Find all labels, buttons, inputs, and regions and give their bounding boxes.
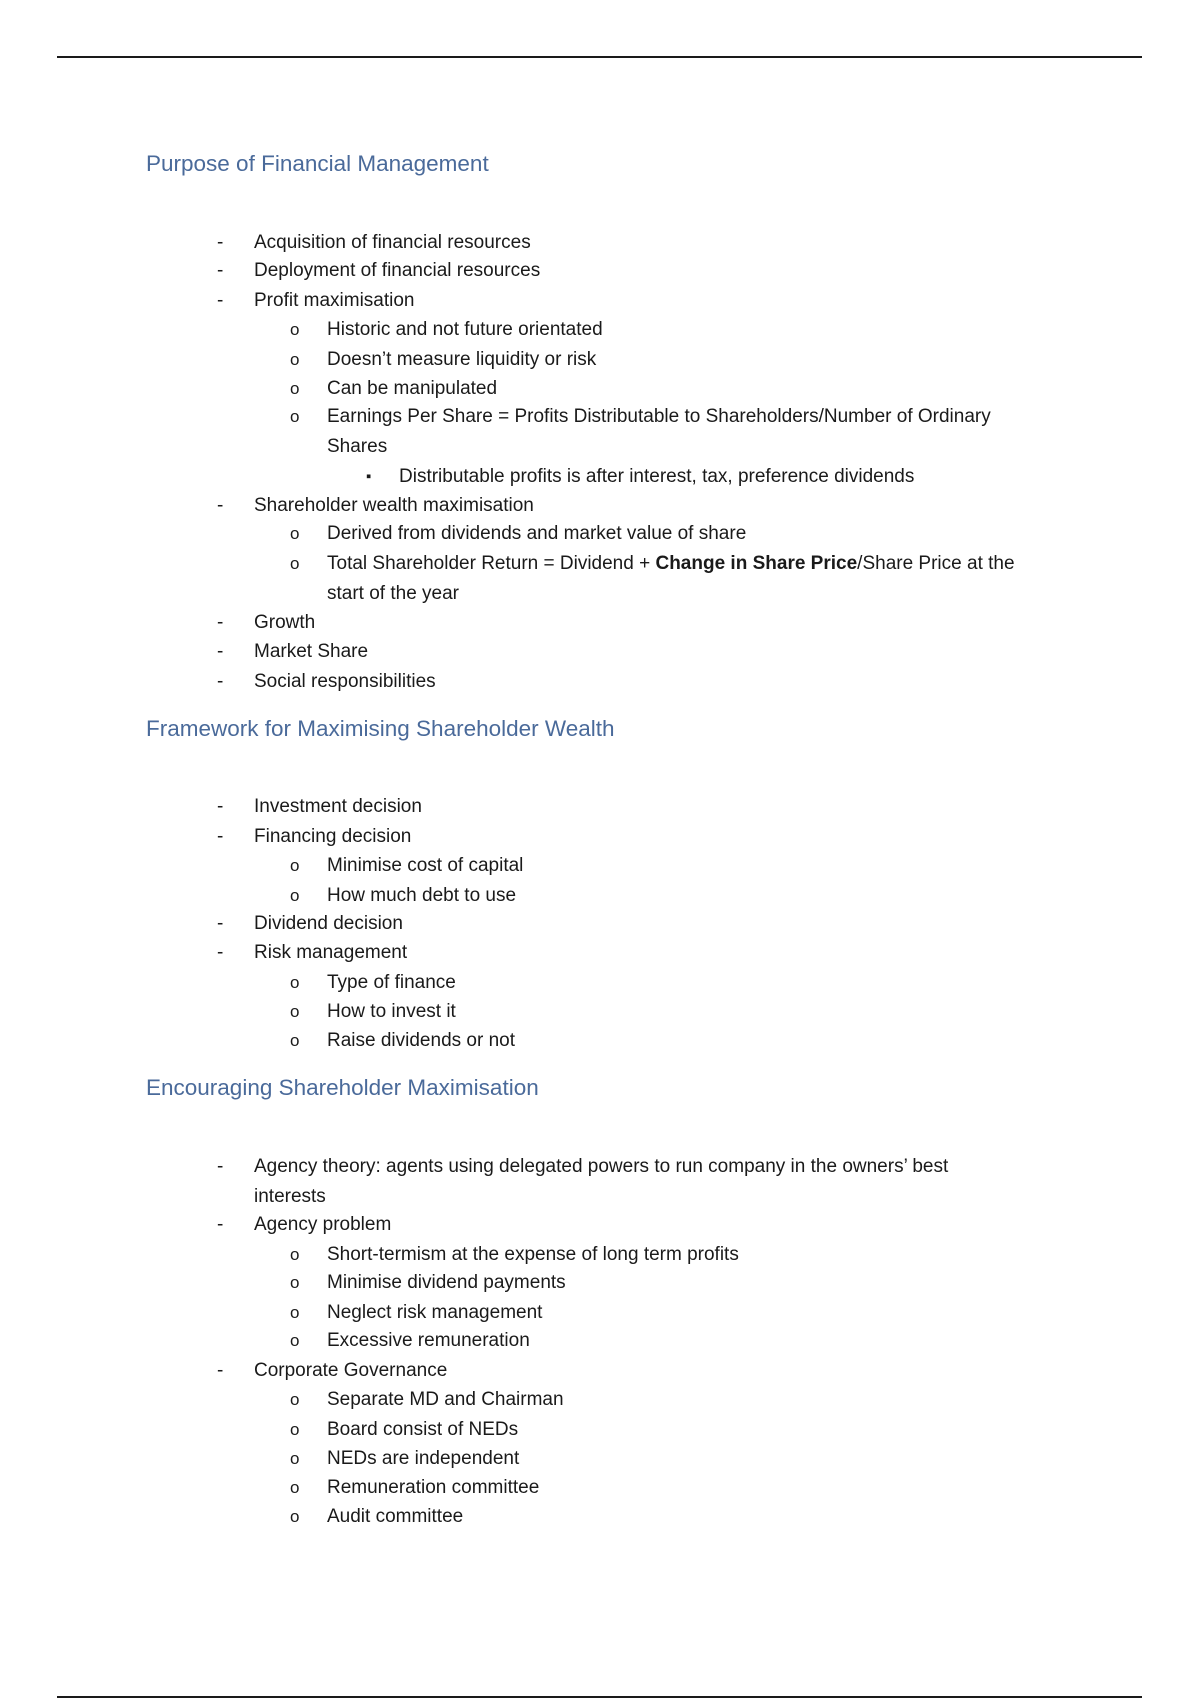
list-item: Excessive remuneration	[327, 1330, 530, 1351]
dash-bullet: -	[217, 290, 224, 311]
circle-bullet: o	[290, 1390, 300, 1409]
dash-bullet: -	[217, 232, 224, 253]
circle-bullet: o	[290, 1303, 300, 1322]
tsr-text: Total Shareholder Return = Dividend +	[327, 553, 656, 574]
list-item: Neglect risk management	[327, 1302, 543, 1323]
list-item: Minimise dividend payments	[327, 1272, 566, 1293]
list-item: Acquisition of financial resources	[254, 232, 531, 253]
dash-bullet: -	[217, 1156, 224, 1177]
dash-bullet: -	[217, 826, 224, 847]
dash-bullet: -	[217, 913, 224, 934]
list-item: How to invest it	[327, 1001, 456, 1022]
circle-bullet: o	[290, 856, 300, 875]
dash-bullet: -	[217, 612, 224, 633]
dash-bullet: -	[217, 495, 224, 516]
footer-rule	[57, 1696, 1142, 1698]
circle-bullet: o	[290, 886, 300, 905]
dash-bullet: -	[217, 1360, 224, 1381]
dash-bullet: -	[217, 796, 224, 817]
circle-bullet: o	[290, 320, 300, 339]
circle-bullet: o	[290, 379, 300, 398]
circle-bullet: o	[290, 554, 300, 573]
circle-bullet: o	[290, 1002, 300, 1021]
list-item: Investment decision	[254, 796, 422, 817]
list-item: Shareholder wealth maximisation	[254, 495, 534, 516]
list-item: Doesn’t measure liquidity or risk	[327, 349, 597, 370]
list-item: Agency theory: agents using delegated powers to run company in the owners’ best	[254, 1156, 949, 1177]
circle-bullet: o	[290, 1331, 300, 1350]
list-item: NEDs are independent	[327, 1448, 520, 1469]
list-item: Profit maximisation	[254, 290, 415, 311]
dash-bullet: -	[217, 1214, 224, 1235]
list-item: Risk management	[254, 942, 408, 963]
list-item: Minimise cost of capital	[327, 855, 524, 876]
list-item: Board consist of NEDs	[327, 1419, 519, 1440]
list-item: Distributable profits is after interest, tax, preference dividends	[399, 466, 915, 487]
list-item: Earnings Per Share = Profits Distributable to Shareholders/Number of Ordinary	[327, 406, 991, 427]
list-item: Audit committee	[327, 1506, 464, 1527]
tsr-text-end: /Share Price at the	[857, 553, 1015, 574]
circle-bullet: o	[290, 973, 300, 992]
list-item: Remuneration committee	[327, 1477, 540, 1498]
list-item: Separate MD and Chairman	[327, 1389, 564, 1410]
list-item: Agency problem	[254, 1214, 392, 1235]
header-rule	[57, 56, 1142, 58]
list-item: Social responsibilities	[254, 671, 436, 692]
dash-bullet: -	[217, 260, 224, 281]
circle-bullet: o	[290, 1449, 300, 1468]
circle-bullet: o	[290, 407, 300, 426]
list-item: Short-termism at the expense of long term profits	[327, 1244, 739, 1265]
section-heading-encouraging: Encouraging Shareholder Maximisation	[146, 1075, 539, 1100]
list-item: Can be manipulated	[327, 378, 498, 399]
dash-bullet: -	[217, 942, 224, 963]
list-item: Derived from dividends and market value of share	[327, 523, 747, 544]
square-bullet: ▪	[366, 468, 372, 485]
list-item: Corporate Governance	[254, 1360, 448, 1381]
list-item: Market Share	[254, 641, 369, 662]
circle-bullet: o	[290, 1273, 300, 1292]
list-item-continuation: interests	[254, 1186, 326, 1207]
list-item: Growth	[254, 612, 316, 633]
list-item: Deployment of financial resources	[254, 260, 541, 281]
circle-bullet: o	[290, 1507, 300, 1526]
dash-bullet: -	[217, 641, 224, 662]
circle-bullet: o	[290, 1031, 300, 1050]
section-heading-purpose: Purpose of Financial Management	[146, 151, 489, 176]
tsr-bold-text: Change in Share Price	[655, 553, 858, 574]
list-item: Historic and not future orientated	[327, 319, 603, 340]
circle-bullet: o	[290, 524, 300, 543]
list-item-continuation: start of the year	[327, 583, 460, 604]
list-item: Raise dividends or not	[327, 1030, 515, 1051]
list-item: Type of finance	[327, 972, 456, 993]
list-item: How much debt to use	[327, 885, 517, 906]
circle-bullet: o	[290, 1420, 300, 1439]
list-item-tsr	[327, 552, 1015, 576]
list-item-continuation: Shares	[327, 436, 388, 457]
circle-bullet: o	[290, 1478, 300, 1497]
dash-bullet: -	[217, 671, 224, 692]
list-item: Dividend decision	[254, 913, 403, 934]
circle-bullet: o	[290, 1245, 300, 1264]
section-heading-framework: Framework for Maximising Shareholder Wealth	[146, 716, 615, 741]
circle-bullet: o	[290, 350, 300, 369]
list-item: Financing decision	[254, 826, 412, 847]
